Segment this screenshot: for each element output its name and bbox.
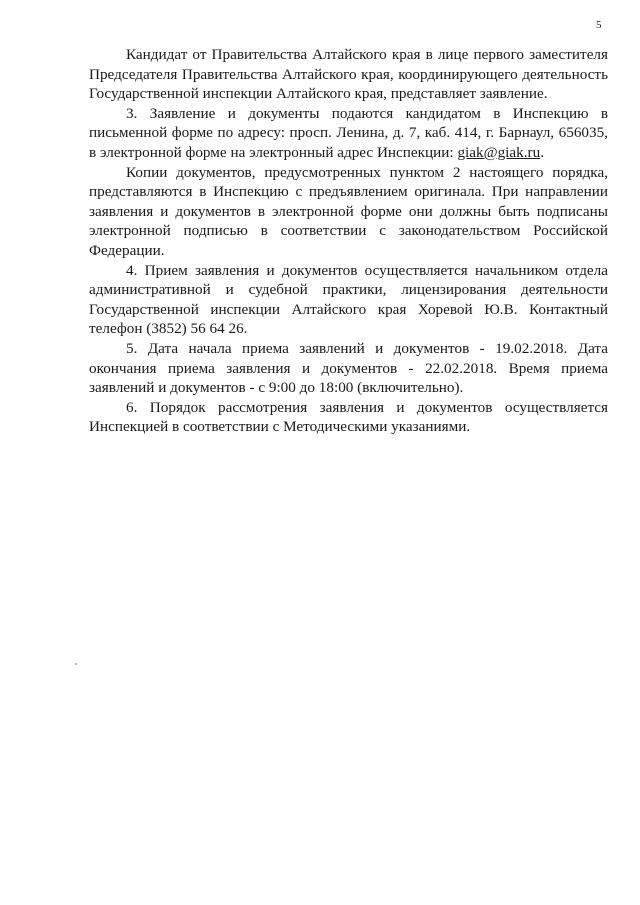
page-number: 5 xyxy=(596,19,602,31)
document-body xyxy=(89,45,608,437)
submission-address-text: 3. Заявление и документы подаются кандидатом в Инспекцию в письменной форме по адресу: просп. Ленина, д. 7, каб. 414, г. Барнаул, 656035, в электронной форме на электронный адрес Инспекции: xyxy=(89,104,608,161)
paragraph-document-copies: Копии документов, предусмотренных пунктом 2 настоящего порядка, представляются в Инспекцию с предъявлением оригинала. При направлении заявления и документов в электронной форме они должны быть подписаны электронной подписью в соответствии с законодательством Российской Федерации. xyxy=(89,163,608,259)
paragraph-submission-address xyxy=(89,104,608,163)
paragraph-candidate: Кандидат от Правительства Алтайского края в лице первого заместителя Председателя Правительства Алтайского края, координирующего деятельность Государственной инспекции Алтайского края, представляет заявление. xyxy=(89,46,608,103)
paragraph-review-procedure: 6. Порядок рассмотрения заявления и документов осуществляется Инспекцией в соответствии с Методическими указаниями. xyxy=(89,398,608,436)
inspection-email-link[interactable]: giak@giak.ru xyxy=(457,143,541,161)
paragraph-reception-dates: 5. Дата начала приема заявлений и документов - 19.02.2018. Дата окончания приема заявления и документов - 22.02.2018. Время приема заявлений и документов - с 9:00 до 18:00 (включительно). xyxy=(89,339,608,397)
scan-speck xyxy=(75,663,77,665)
submission-address-end: . xyxy=(540,143,544,161)
paragraph-reception-contact: 4. Прием заявления и документов осуществляется начальником отдела административной и судебной практики, лицензирования деятельности Государственной инспекции Алтайского края Хоревой Ю.В. Контактный телефон (3852) 56 64 26. xyxy=(89,261,608,338)
